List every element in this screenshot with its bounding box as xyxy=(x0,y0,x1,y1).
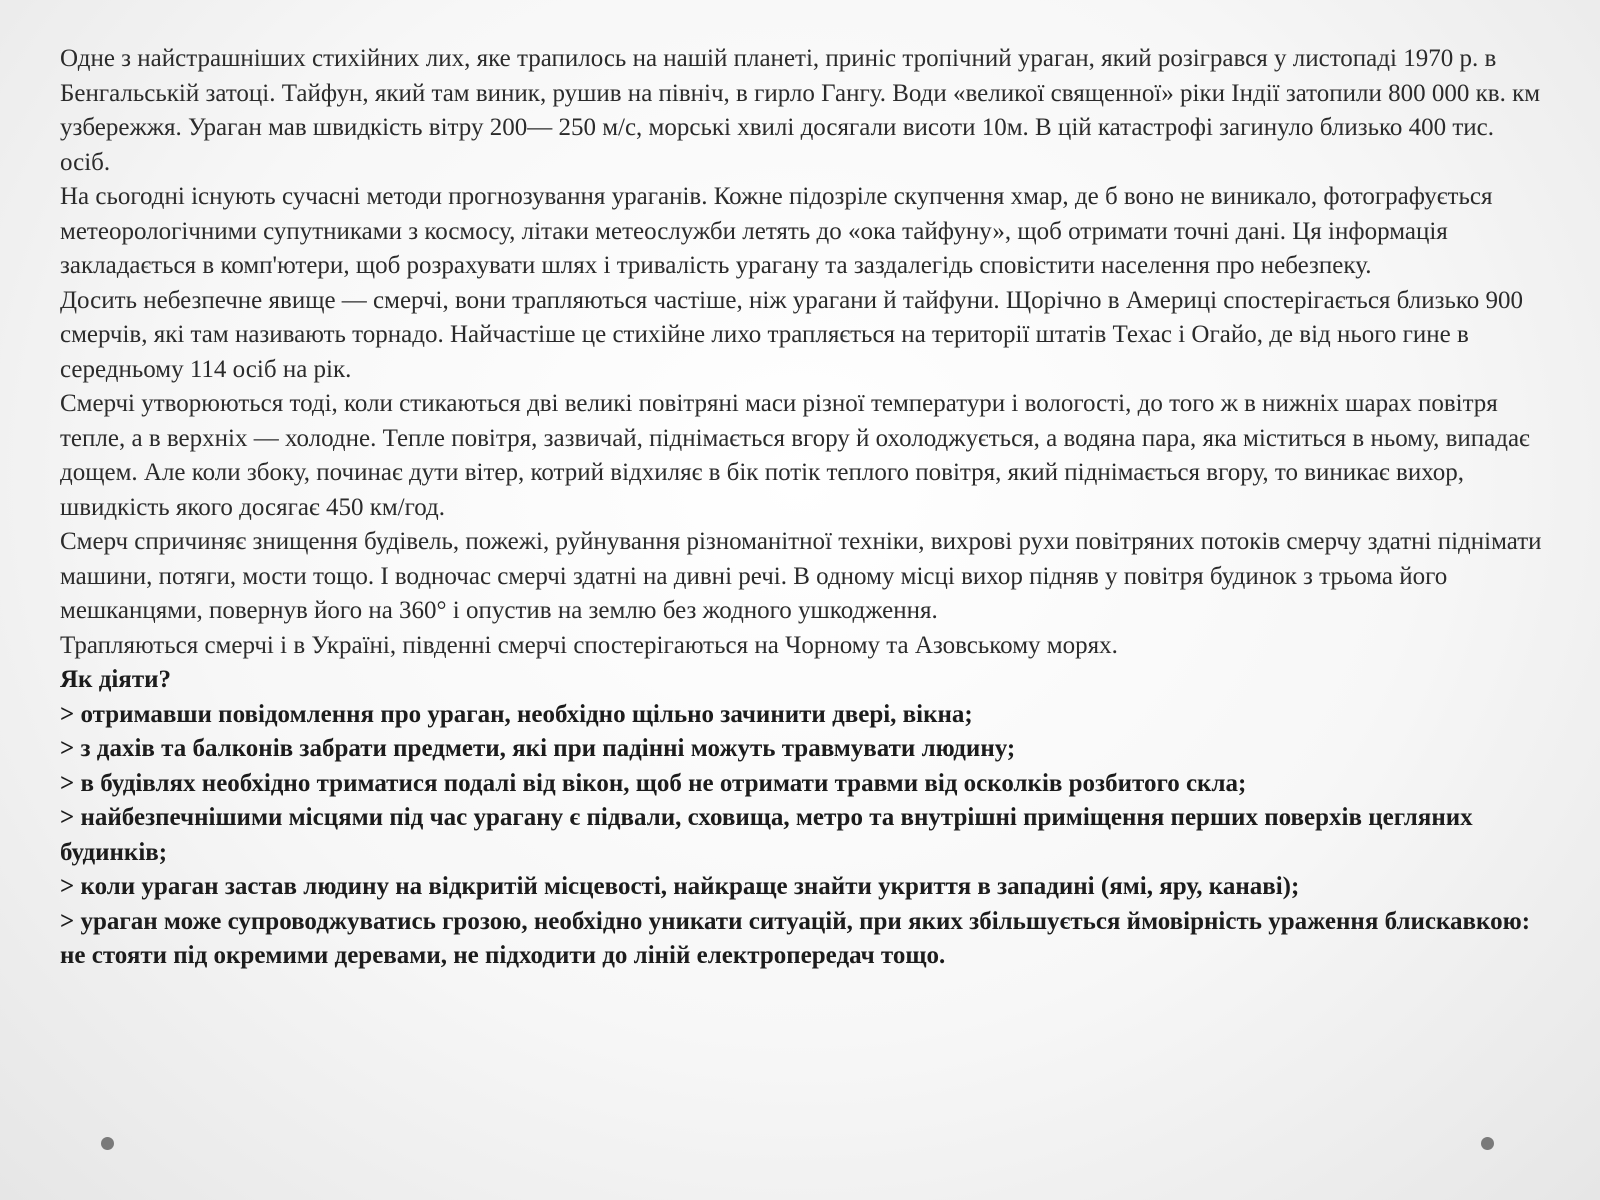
paragraph-bengal-hurricane: Одне з найстрашніших стихійних лих, яке трапилось на нашій планеті, приніс тропічний ураган, який розігрався у листопаді 1970 р. в Бенгальській затоці. Тайфун, який там виник, рушив на північ, в гирло Гангу. Води «великої священної» ріки Індії затопили 800 000 кв. км узбережжя. Ураган мав швидкість вітру 200— 250 м/с, морські хвилі досягали висоти 10м. В цій катастрофі загинуло близько 400 тис. осіб. xyxy=(60,45,1541,176)
advice-item: > в будівлях необхідно триматися подалі від вікон, щоб не отримати травми від осколків розбитого скла; xyxy=(60,769,1247,797)
advice-item: > отримавши повідомлення про ураган, необхідно щільно зачинити двері, вікна; xyxy=(60,700,973,728)
paragraph-tornado-formation: Смерчі утворюються тоді, коли стикаються дві великі повітряні маси різної температури і вологості, до того ж в нижніх шарах повітря тепле, а в верхніх — холодне. Тепле повітря, зазвичай, піднімається вгору й охолоджується, а водяна пара, яка міститься в ньому, випадає дощем. Але коли збоку, починає дути вітер, котрий відхиляє в бік потік теплого повітря, який піднімається вгору, то виникає вихор, швидкість якого досягає 450 км/год. xyxy=(60,390,1530,521)
decorative-dot-right xyxy=(1481,1137,1494,1150)
advice-item: > ураган може супроводжуватись грозою, необхідно уникати ситуацій, при яких збільшується ймовірність ураження блискавкою: не стояти під окремими деревами, не підходити до ліній електропередач тощо. xyxy=(60,907,1531,969)
paragraph-forecasting: На сьогодні існують сучасні методи прогнозування ураганів. Кожне підозріле скупчення хмар, де б воно не виникало, фотографується метеорологічними супутниками з космосу, літаки метеослужби летять до «ока тайфуну», щоб отримати точні дані. Ця інформація закладається в комп'ютери, щоб розрахувати шлях і тривалість урагану та заздалегідь сповістити населення про небезпеку. xyxy=(60,183,1493,279)
paragraph-tornado-america: Досить небезпечне явище — смерчі, вони трапляються частіше, ніж урагани й тайфуни. Щорічно в Америці спостерігається близько 900 смерчів, які там називають торнадо. Найчастіше це стихійне лихо трапляється на території штатів Техас і Огайо, де від нього гине в середньому 114 осіб на рік. xyxy=(60,286,1524,383)
paragraph-ukraine: Трапляються смерчі і в Україні, південні смерчі спостерігаються на Чорному та Азовському морях. xyxy=(60,631,1118,659)
advice-item: > коли ураган застав людину на відкритій місцевості, найкраще знайти укриття в западині (ямі, яру, канаві); xyxy=(60,873,1300,900)
advice-heading: Як діяти? xyxy=(60,666,172,693)
advice-item: > найбезпечнішими місцями під час урагану є підвали, сховища, метро та внутрішні приміщення перших поверхів цегляних будинків; xyxy=(60,804,1473,866)
slide-text-body xyxy=(60,42,1550,974)
advice-item: > з дахів та балконів забрати предмети, які при падінні можуть травмувати людину; xyxy=(60,735,1016,762)
paragraph-tornado-damage: Смерч спричиняє знищення будівель, пожежі, руйнування різноманітної техніки, вихрові рухи повітряних потоків смерчу здатні піднімати машини, потяги, мости тощо. І водночас смерчі здатні на дивні речі. В одному місці вихор підняв у повітря будинок з трьома його мешканцями, повернув його на 360° і опустив на землю без жодного ушкодження. xyxy=(60,528,1542,624)
decorative-dot-left xyxy=(101,1137,114,1150)
